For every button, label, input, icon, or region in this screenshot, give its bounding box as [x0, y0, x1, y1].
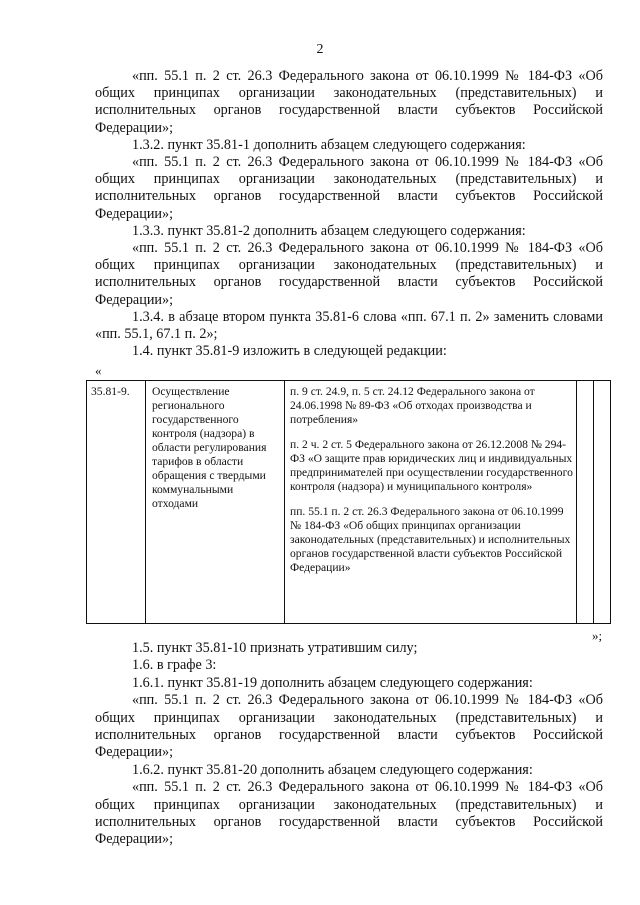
- paragraph: «пп. 55.1 п. 2 ст. 26.3 Федерального закона от 06.10.1999 № 184-ФЗ «Об общих принципах организации законодательных (представительных) и исполнительных органов государственной власти субъектов Российской Федерации»;: [95, 779, 603, 848]
- paragraph: 1.3.4. в абзаце втором пункта 35.81-6 слова «пп. 67.1 п. 2» заменить словами «пп. 55.1, 67.1 п. 2»;: [95, 308, 603, 343]
- table-divider: [593, 381, 594, 623]
- paragraph: 1.6.2. пункт 35.81-20 дополнить абзацем следующего содержания:: [132, 761, 533, 778]
- page-number: 2: [316, 42, 324, 57]
- paragraph: «пп. 55.1 п. 2 ст. 26.3 Федерального закона от 06.10.1999 № 184-ФЗ «Об общих принципах организации законодательных (представительных) и исполнительных органов государственной власти субъектов Российской Федерации»;: [95, 240, 603, 308]
- top-text-block: [95, 68, 603, 360]
- paragraph: «пп. 55.1 п. 2 ст. 26.3 Федерального закона от 06.10.1999 № 184-ФЗ «Об общих принципах организации законодательных (представительных) и исполнительных органов государственной власти субъектов Российской Федерации»;: [95, 692, 603, 761]
- table-cell-number: 35.81-9.: [91, 385, 130, 398]
- regulation-table: [86, 380, 611, 624]
- paragraph: 1.6. в графе 3:: [132, 657, 217, 674]
- table-divider: [145, 381, 146, 623]
- table-divider: [284, 381, 285, 623]
- paragraph: 1.3.2. пункт 35.81-1 дополнить абзацем следующего содержания:: [132, 136, 526, 153]
- paragraph: 1.5. пункт 35.81-10 признать утратившим силу;: [132, 640, 418, 656]
- close-quote: »;: [592, 628, 603, 643]
- table-divider: [576, 381, 577, 623]
- paragraph: 1.6.1. пункт 35.81-19 дополнить абзацем следующего содержания:: [132, 674, 533, 691]
- paragraph: 1.4. пункт 35.81-9 изложить в следующей редакции:: [132, 343, 447, 360]
- table-ref: п. 9 ст. 24.9, п. 5 ст. 24.12 Федерального закона от 24.06.1998 № 89-ФЗ «Об отходах производства и потребления»: [290, 385, 535, 426]
- open-quote: «: [95, 363, 102, 378]
- table-ref: п. 2 ч. 2 ст. 5 Федерального закона от 26.12.2008 № 294-ФЗ «О защите прав юридических лиц и индивидуальных предпринимателей при осуществлении государственного контроля (надзора) и муниципального контроля»: [290, 438, 573, 493]
- table-cell-name: Осуществление регионального государственного контроля (надзора) в области регулирования тарифов в области обращения с твердыми коммунальными отходами: [152, 385, 267, 510]
- table-ref: пп. 55.1 п. 2 ст. 26.3 Федерального закона от 06.10.1999 № 184-ФЗ «Об общих принципах организации законодательных (представительных) и исполнительных органов государственной власти субъектов Российской Федерации»: [290, 505, 571, 574]
- paragraph: «пп. 55.1 п. 2 ст. 26.3 Федерального закона от 06.10.1999 № 184-ФЗ «Об общих принципах организации законодательных (представительных) и исполнительных органов государственной власти субъектов Российской Федерации»;: [95, 154, 603, 222]
- paragraph: «пп. 55.1 п. 2 ст. 26.3 Федерального закона от 06.10.1999 № 184-ФЗ «Об общих принципах организации законодательных (представительных) и исполнительных органов государственной власти субъектов Российской Федерации»;: [95, 68, 603, 136]
- paragraph: 1.3.3. пункт 35.81-2 дополнить абзацем следующего содержания:: [132, 222, 526, 239]
- bottom-text-block: [95, 640, 603, 849]
- table-cell-refs: [290, 385, 575, 586]
